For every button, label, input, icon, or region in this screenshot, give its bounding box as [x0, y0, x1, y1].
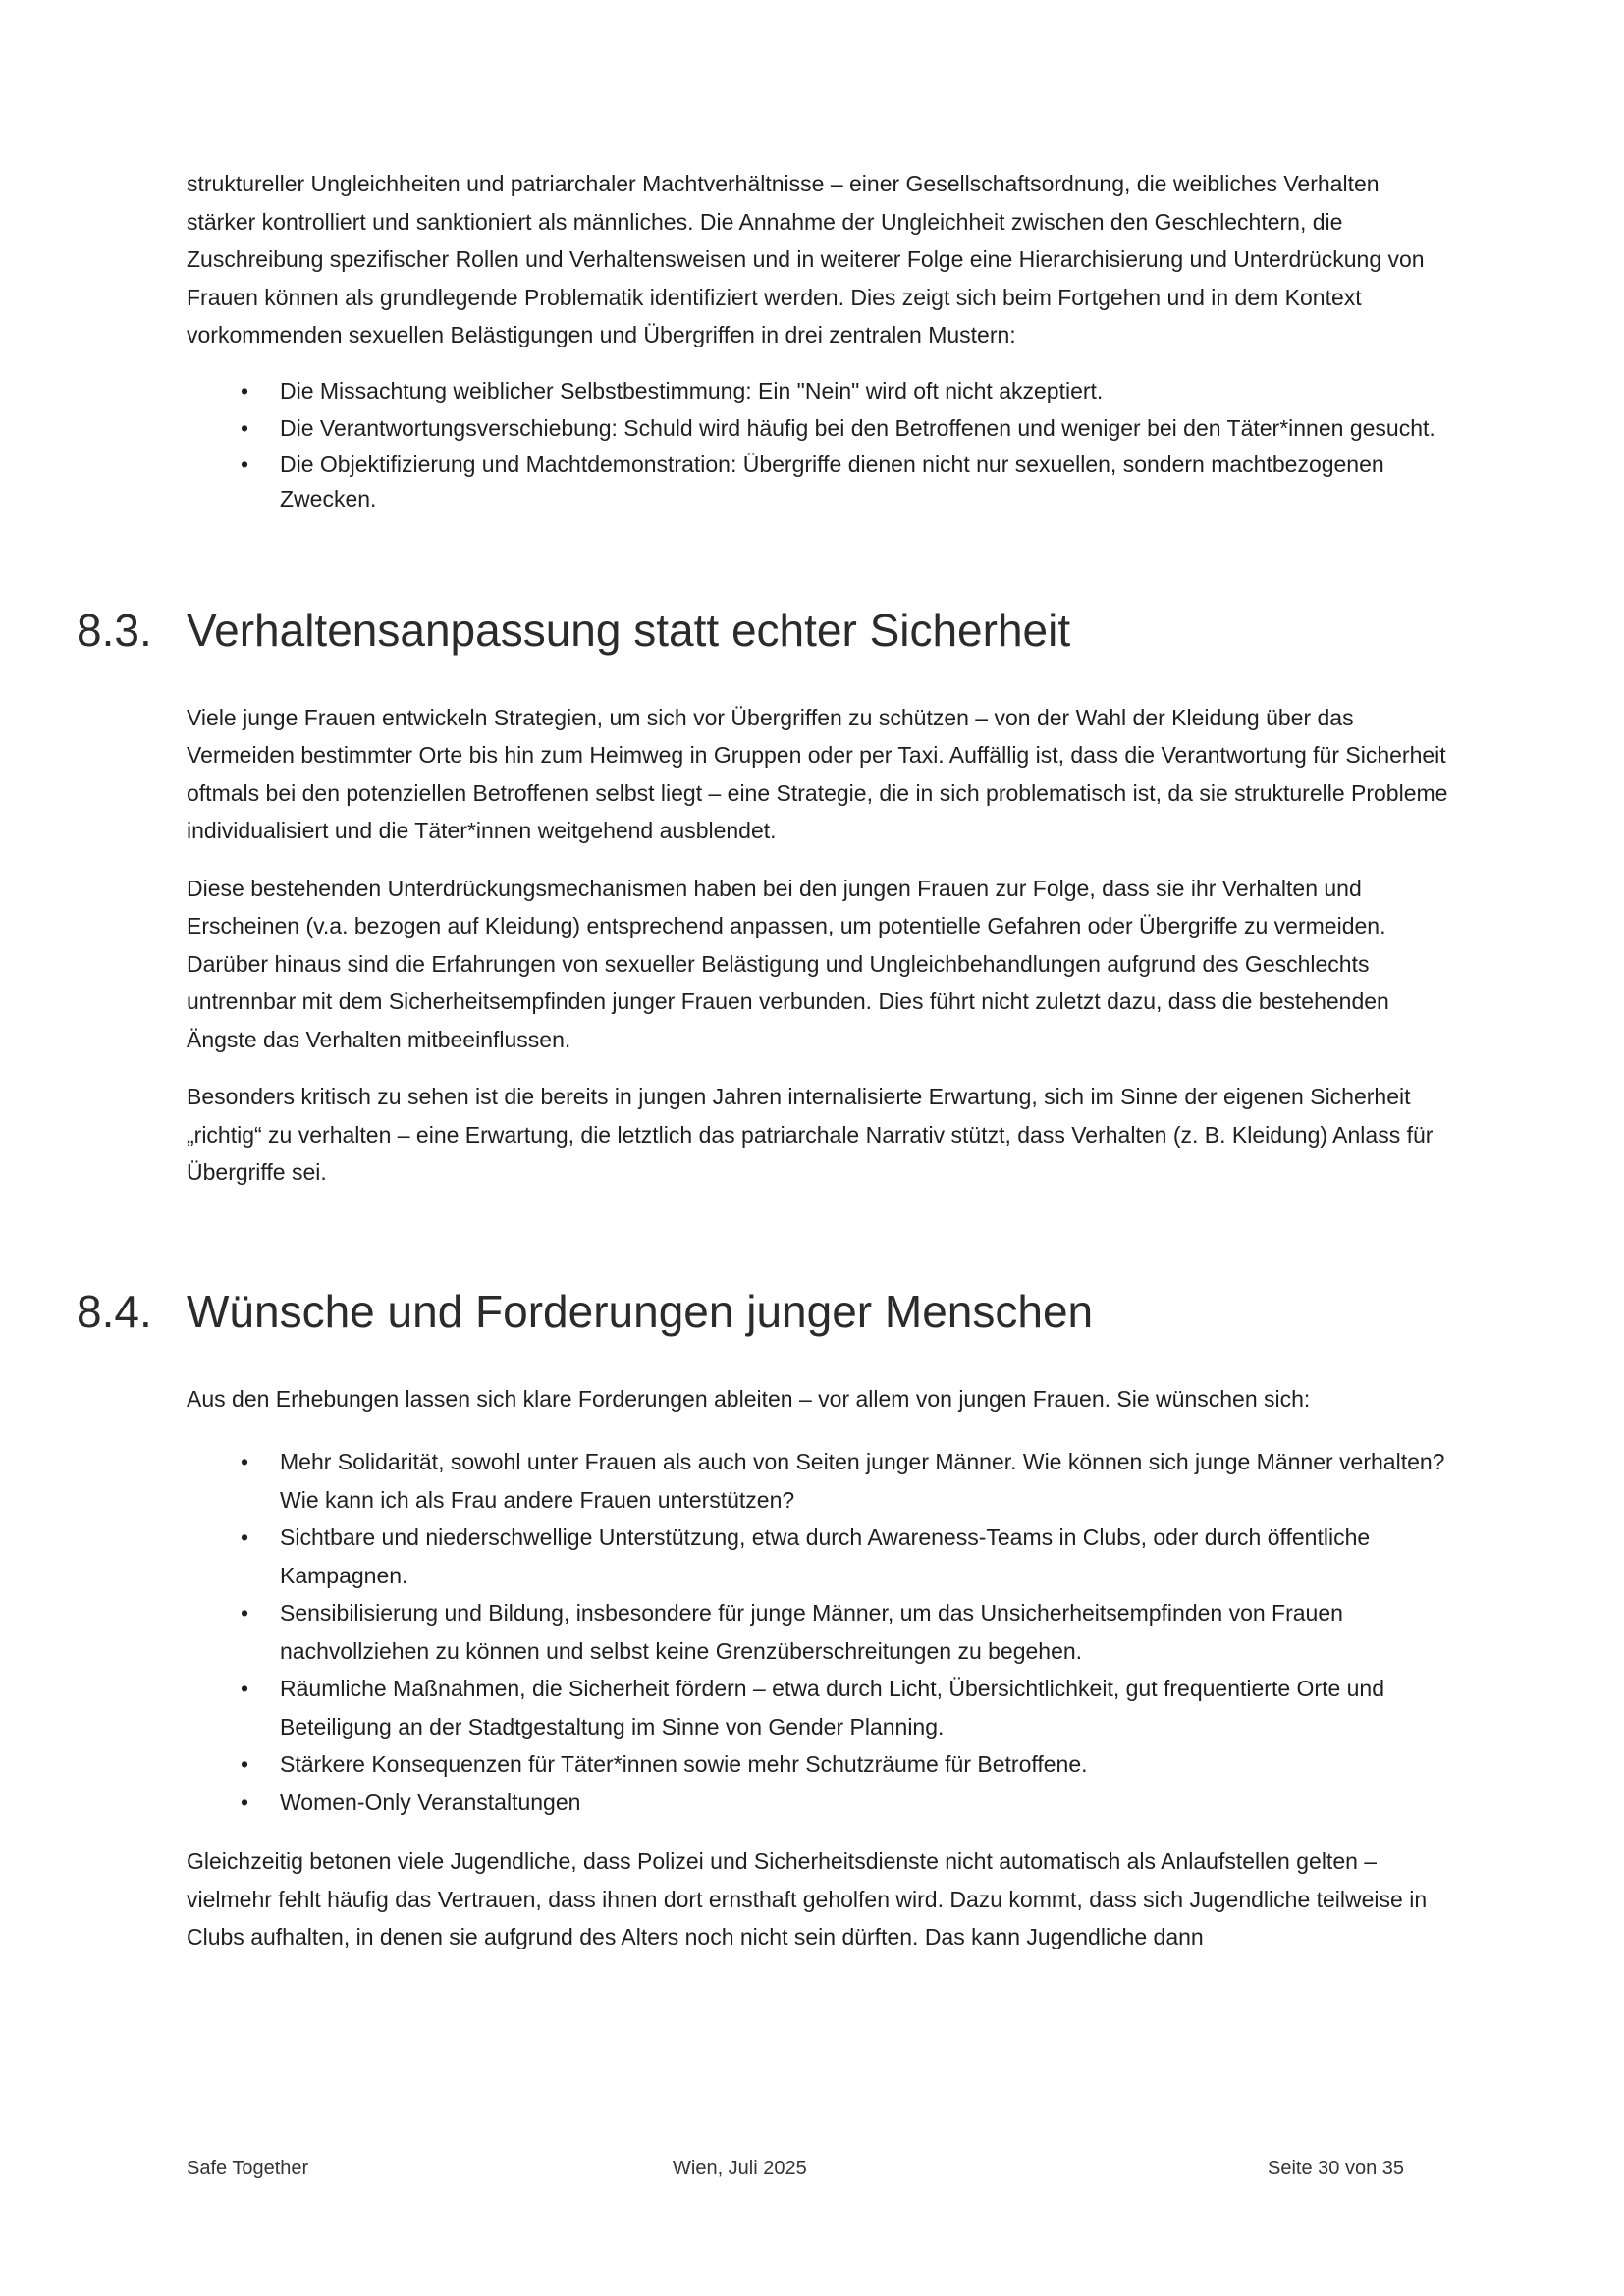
section-title: Wünsche und Forderungen junger Menschen: [187, 1285, 1094, 1337]
bullet-icon: •: [241, 1789, 249, 1815]
list-item: • Mehr Solidarität, sowohl unter Frauen als auch von Seiten junger Männer. Wie können sich junge Männer verhalten? Wie kann ich als Frau andere Frauen unterstützen?: [187, 1443, 1453, 1519]
list-item: • Sichtbare und niederschwellige Unterstützung, etwa durch Awareness-Teams in Clubs, oder durch öffentliche Kampagnen.: [187, 1519, 1453, 1594]
list-item: • Räumliche Maßnahmen, die Sicherheit fördern – etwa durch Licht, Übersichtlichkeit, gut frequentierte Orte und Beteiligung an der Stadtgestaltung im Sinne von Gender Planning.: [187, 1670, 1453, 1745]
bullet-icon: •: [241, 1524, 249, 1550]
section-heading-8-4: [77, 1284, 1453, 1339]
section-number: 8.3.: [77, 604, 152, 656]
demands-bullet-list: [187, 1443, 1453, 1821]
bullet-icon: •: [241, 1751, 249, 1777]
bullet-icon: •: [241, 1600, 249, 1626]
bullet-icon: •: [241, 1449, 249, 1474]
list-item: • Sensibilisierung und Bildung, insbesondere für junge Männer, um das Unsicherheitsempfinden von Frauen nachvollziehen zu können und selbst keine Grenzüberschreitungen zu begehen.: [187, 1594, 1453, 1670]
list-item: • Die Missachtung weiblicher Selbstbestimmung: Ein "Nein" wird oft nicht akzeptiert.: [187, 372, 1453, 410]
list-item: • Die Objektifizierung und Machtdemonstration: Übergriffe dienen nicht nur sexuellen, sondern machtbezogenen Zwecken.: [187, 448, 1453, 516]
bullet-icon: •: [241, 415, 249, 441]
section-number: 8.4.: [77, 1285, 152, 1337]
list-item: • Women-Only Veranstaltungen: [187, 1784, 1453, 1822]
bullet-icon: •: [241, 1676, 249, 1701]
page-footer: [187, 2158, 1404, 2187]
section-8-3-paragraph-2: Diese bestehenden Unterdrückungsmechanismen haben bei den jungen Frauen zur Folge, dass sie ihr Verhalten und Erscheinen (v.a. bezogen auf Kleidung) entsprechend anpassen, um potentielle Gefahren oder Übergriffe zu vermeiden. Darüber hinaus sind die Erfahrungen von sexueller Belästigung und Ungleichbehandlungen aufgrund des Geschlechts untrennbar mit dem Sicherheitsempfinden junger Frauen verbunden. Dies führt nicht zuletzt dazu, dass die bestehenden Ängste das Verhalten mitbeeinflussen.: [187, 875, 1389, 1052]
footer-date: Wien, Juli 2025: [673, 2158, 807, 2179]
list-item: • Stärkere Konsequenzen für Täter*innen sowie mehr Schutzräume für Betroffene.: [187, 1745, 1453, 1784]
intro-bullet-list: [187, 372, 1453, 516]
bullet-icon: •: [241, 451, 249, 477]
section-8-4-closing: Gleichzeitig betonen viele Jugendliche, dass Polizei und Sicherheitsdienste nicht automatisch als Anlaufstellen gelten – vielmehr fehlt häufig das Vertrauen, dass ihnen dort ernsthaft geholfen wird. Dazu kommt, dass sich Jugendliche teilweise in Clubs aufhalten, in denen sie aufgrund des Alters noch nicht sein dürften. Das kann Jugendliche dann: [187, 1848, 1428, 1949]
footer-page-number: Seite 30 von 35: [1268, 2158, 1404, 2179]
intro-paragraph: struktureller Ungleichheiten und patriarchaler Machtverhältnisse – einer Gesellschaftsordnung, die weibliches Verhalten stärker kontrolliert und sanktioniert als männliches. Die Annahme der Ungleichheit zwischen den Geschlechtern, die Zuschreibung spezifischer Rollen und Verhaltensweisen und in weiterer Folge eine Hierarchisierung und Unterdrückung von Frauen können als grundlegende Problematik identifiziert werden. Dies zeigt sich beim Fortgehen und in dem Kontext vorkommenden sexuellen Belästigungen und Übergriffen in drei zentralen Mustern:: [187, 171, 1425, 347]
section-8-3-paragraph-3: Besonders kritisch zu sehen ist die bereits in jungen Jahren internalisierte Erwartung, sich im Sinne der eigenen Sicherheit „richtig“ zu verhalten – eine Erwartung, die letztlich das patriarchale Narrativ stützt, dass Verhalten (z. B. Kleidung) Anlass für Übergriffe sei.: [187, 1084, 1434, 1185]
list-item: • Die Verantwortungsverschiebung: Schuld wird häufig bei den Betroffenen und weniger bei den Täter*innen gesucht.: [187, 409, 1453, 448]
section-8-3-paragraph-1: Viele junge Frauen entwickeln Strategien, um sich vor Übergriffen zu schützen – von der Wahl der Kleidung über das Vermeiden bestimmter Orte bis hin zum Heimweg in Gruppen oder per Taxi. Auffällig ist, dass die Verantwortung für Sicherheit oftmals bei den potenziellen Betroffenen selbst liegt – eine Strategie, die in sich problematisch ist, da sie strukturelle Probleme individualisiert und die Täter*innen weitgehend ausblendet.: [187, 704, 1448, 843]
section-heading-8-3: [77, 603, 1453, 658]
section-8-4-intro: Aus den Erhebungen lassen sich klare Forderungen ableiten – vor allem von jungen Frauen. Sie wünschen sich:: [187, 1385, 1311, 1412]
section-title: Verhaltensanpassung statt echter Sicherheit: [187, 604, 1071, 656]
bullet-icon: •: [241, 377, 249, 403]
page-content: [77, 165, 1453, 1956]
footer-document-title: Safe Together: [187, 2158, 309, 2179]
